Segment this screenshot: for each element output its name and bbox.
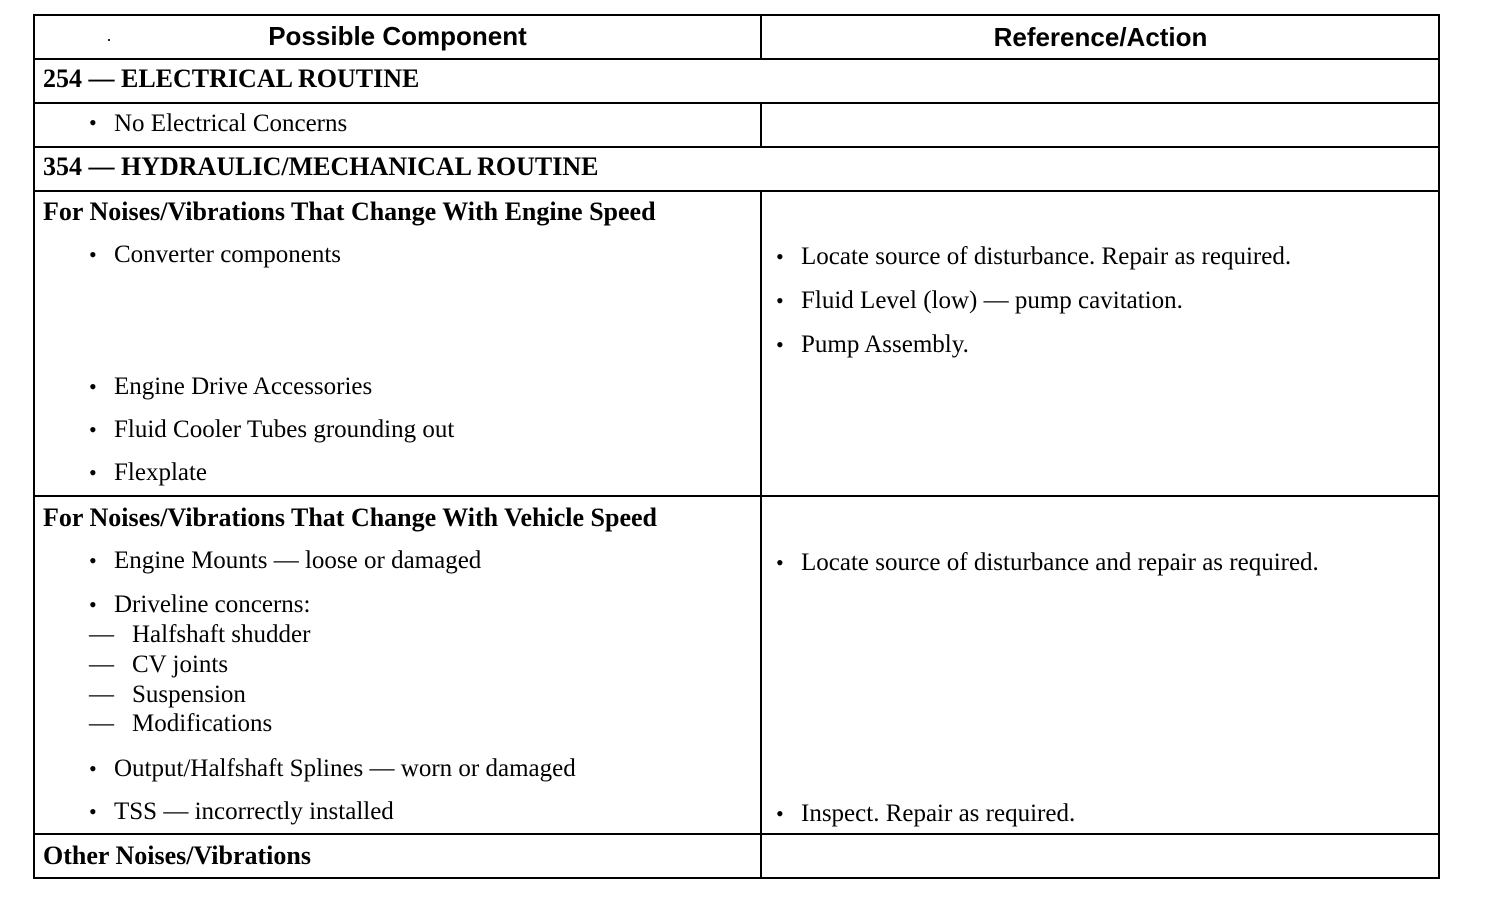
bullet: •	[776, 288, 784, 313]
bullet: •	[776, 801, 784, 826]
component-subitem: Modifications	[132, 710, 273, 737]
action-item: Locate source of disturbance and repair as required.	[801, 549, 1319, 576]
row-divider	[33, 495, 1440, 497]
component-item: Engine Drive Accessories	[114, 373, 373, 400]
dash: —	[89, 710, 114, 737]
component-item: Output/Halfshaft Splines — worn or damaged	[114, 755, 576, 782]
bullet: •	[89, 592, 97, 617]
bullet: •	[89, 799, 97, 824]
component-item: Driveline concerns:	[114, 591, 311, 618]
group-heading-vehicle-speed: For Noises/Vibrations That Change With Vehicle Speed	[43, 503, 657, 532]
bullet: •	[89, 460, 97, 485]
component-item: Fluid Cooler Tubes grounding out	[114, 416, 455, 443]
component-item: Flexplate	[114, 459, 208, 486]
table-border-left	[33, 14, 35, 879]
action-item: Pump Assembly.	[801, 331, 969, 358]
column-divider	[760, 102, 762, 148]
dash: —	[89, 651, 114, 678]
column-divider	[760, 190, 762, 879]
component-subitem: Suspension	[132, 681, 246, 708]
component-item: TSS — incorrectly installed	[114, 798, 394, 825]
section-heading-hydraulic: 354 — HYDRAULIC/MECHANICAL ROUTINE	[43, 152, 599, 181]
component-item: Converter components	[114, 241, 342, 268]
bullet: •	[89, 548, 97, 573]
action-item: Fluid Level (low) — pump cavitation.	[801, 287, 1183, 314]
header-dot-mark: ·	[106, 29, 112, 49]
table-border-top	[33, 14, 1440, 16]
dash: —	[89, 681, 114, 708]
bullet: •	[89, 417, 97, 442]
bullet: •	[89, 110, 97, 135]
row-divider	[33, 58, 1440, 60]
row-divider	[33, 190, 1440, 192]
column-header-possible-component: Possible Component	[268, 21, 527, 51]
section-heading-electrical: 254 — ELECTRICAL ROUTINE	[43, 64, 420, 93]
table-border-right	[1438, 14, 1440, 879]
bullet: •	[89, 374, 97, 399]
component-subitem: CV joints	[132, 651, 229, 678]
bullet: •	[776, 244, 784, 269]
group-heading-other: Other Noises/Vibrations	[43, 841, 311, 870]
action-item: Locate source of disturbance. Repair as required.	[801, 243, 1292, 270]
component-subitem: Halfshaft shudder	[132, 621, 311, 648]
component-item: No Electrical Concerns	[114, 110, 348, 137]
column-header-reference-action: Reference/Action	[993, 22, 1208, 52]
group-heading-engine-speed: For Noises/Vibrations That Change With Engine Speed	[43, 197, 656, 226]
row-divider	[33, 102, 1440, 104]
component-item: Engine Mounts — loose or damaged	[114, 547, 482, 574]
row-divider	[33, 146, 1440, 148]
table-border-bottom	[33, 877, 1440, 879]
action-item: Inspect. Repair as required.	[801, 800, 1076, 827]
dash: —	[89, 621, 114, 648]
bullet: •	[776, 332, 784, 357]
bullet: •	[776, 550, 784, 575]
bullet: •	[89, 756, 97, 781]
bullet: •	[89, 242, 97, 267]
row-divider	[33, 833, 1440, 835]
